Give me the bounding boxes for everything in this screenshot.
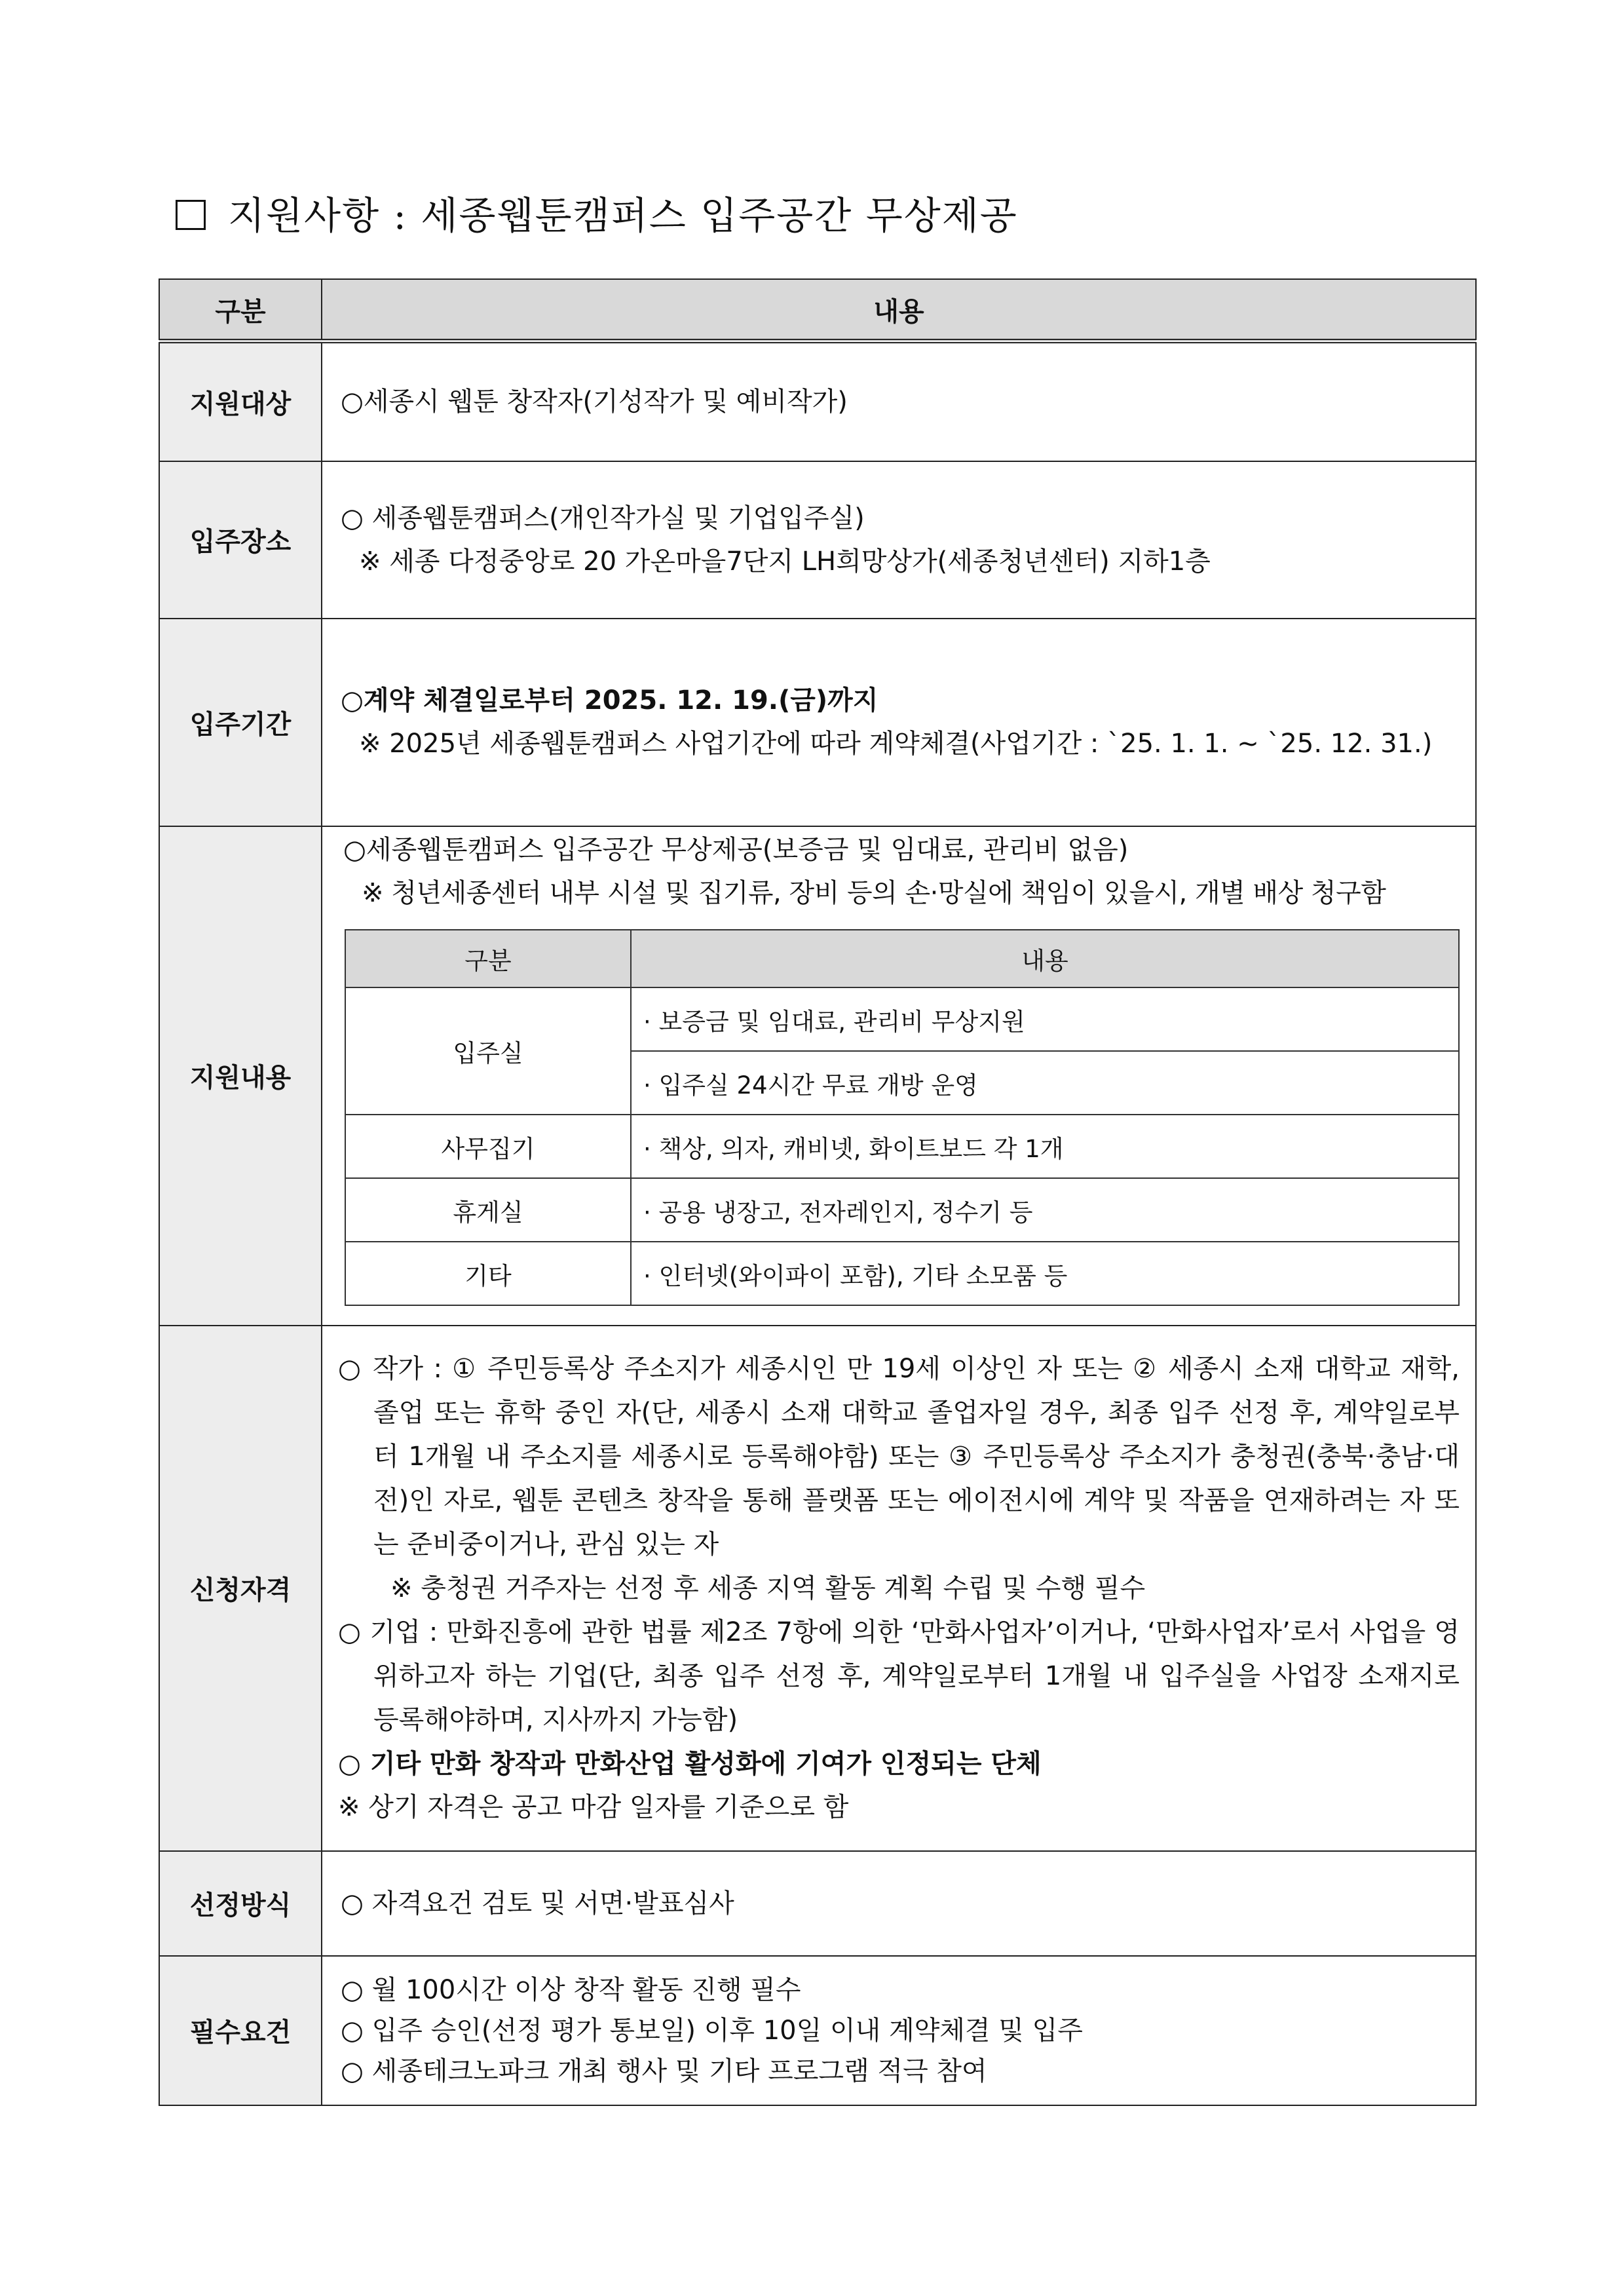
support-subtable (345, 929, 1460, 1306)
row-label: 입주장소 (159, 461, 322, 619)
subtable-header-content: 내용 (631, 930, 1459, 987)
content-line: ○ 월 100시간 이상 창작 활동 진행 필수 (341, 1974, 801, 2005)
row-content (322, 1956, 1476, 2105)
row-location (159, 461, 1476, 619)
header-content: 내용 (322, 279, 1476, 341)
subtable-header-row (345, 930, 1459, 987)
subtable-item: · 책상, 의자, 캐비넷, 화이트보드 각 1개 (631, 1115, 1459, 1178)
content-line: ○ 세종웹툰캠퍼스(개인작가실 및 기업입주실) (341, 503, 865, 533)
subtable-row-lounge (345, 1178, 1459, 1242)
row-label: 신청자격 (159, 1326, 322, 1851)
content-line: ○세종웹툰캠퍼스 입주공간 무상제공(보증금 및 임대료, 관리비 없음) (343, 835, 1129, 865)
content-note: ※ 2025년 세종웹툰캠퍼스 사업기간에 따라 계약체결(사업기간 : `25. 1. 1. ~ `25. 12. 31.) (359, 729, 1433, 759)
content-line: ○계약 체결일로부터 2025. 12. 19.(금)까지 (341, 685, 878, 716)
subtable-row-furniture (345, 1115, 1459, 1178)
header-category: 구분 (159, 279, 322, 341)
subtable-header-category: 구분 (345, 930, 631, 987)
row-support (159, 826, 1476, 1326)
row-content (322, 619, 1476, 826)
eligibility-note: ※ 상기 자격은 공고 마감 일자를 기준으로 함 (338, 1792, 849, 1822)
subtable-label: 기타 (345, 1242, 631, 1305)
eligibility-artist: ○ 작가 : ① 주민등록상 주소지가 세종시인 만 19세 이상인 자 또는 ② 세종시 소재 대학교 재학, 졸업 또는 휴학 중인 자(단, 세종시 소재 대학교 졸업자일 경우, 최종 입주 선정 후, 계약일로부터 1개월 내 주소지를 세종시로 등록해야함) 또는 ③ 주민등록상 주소지가 충청권(충북·충남·대전)인 자로, 웹툰 콘텐츠 창작을 통해 플랫폼 또는 에이전시에 계약 및 작품을 연재하려는 자 또는 준비중이거나, 관심 있는 자 (338, 1354, 1460, 1559)
row-eligibility (159, 1326, 1476, 1851)
row-content (322, 1326, 1476, 1851)
subtable-label: 사무집기 (345, 1115, 631, 1178)
row-content (322, 461, 1476, 619)
row-content (322, 341, 1476, 461)
subtable-item: · 보증금 및 임대료, 관리비 무상지원 (631, 987, 1459, 1051)
content-note: ※ 청년세종센터 내부 시설 및 집기류, 장비 등의 손·망실에 책임이 있을시, 개별 배상 청구함 (362, 878, 1386, 908)
row-period (159, 619, 1476, 826)
row-content (322, 1851, 1476, 1956)
row-label: 필수요건 (159, 1956, 322, 2105)
row-content (322, 826, 1476, 1326)
row-label: 선정방식 (159, 1851, 322, 1956)
subtable-label: 휴게실 (345, 1178, 631, 1242)
subtable-item: · 입주실 24시간 무료 개방 운영 (631, 1051, 1459, 1115)
checkbox-square-icon (176, 200, 206, 230)
row-target (159, 341, 1476, 461)
subtable-label: 입주실 (345, 987, 631, 1115)
content-line: ○ 입주 승인(선정 평가 통보일) 이후 10일 이내 계약체결 및 입주 (341, 2015, 1083, 2046)
row-selection (159, 1851, 1476, 1956)
row-requirements (159, 1956, 1476, 2105)
content-line: ○ 세종테크노파크 개최 행사 및 기타 프로그램 적극 참여 (341, 2056, 987, 2086)
row-label: 입주기간 (159, 619, 322, 826)
support-table (159, 278, 1477, 2106)
content-note: ※ 세종 다정중앙로 20 가온마을7단지 LH희망상가(세종청년센터) 지하1층 (359, 546, 1211, 577)
eligibility-company: ○ 기업 : 만화진흥에 관한 법률 제2조 7항에 의한 ‘만화사업자’이거나, ‘만화사업자’로서 사업을 영위하고자 하는 기업(단, 최종 입주 선정 후, 계약일로부터 1개월 내 입주실을 사업장 소재지로 등록해야하며, 지사까지 가능함) (338, 1617, 1460, 1735)
subtable-item: · 인터넷(와이파이 포함), 기타 소모품 등 (631, 1242, 1459, 1305)
subtable-row-room (345, 987, 1459, 1051)
content-line: ○세종시 웹툰 창작자(기성작가 및 예비작가) (341, 387, 848, 417)
subtable-item: · 공용 냉장고, 전자레인지, 정수기 등 (631, 1178, 1459, 1242)
subtable-row-etc (345, 1242, 1459, 1305)
eligibility-other: ○ 기타 만화 창작과 만화산업 활성화에 기여가 인정되는 단체 (338, 1749, 1042, 1779)
content-line: ○ 자격요건 검토 및 서면·발표심사 (341, 1888, 734, 1919)
section-heading (176, 185, 1018, 240)
eligibility-artist-note: ※ 충청권 거주자는 선정 후 세종 지역 활동 계획 수립 및 수행 필수 (390, 1573, 1146, 1603)
table-header-row (159, 279, 1476, 341)
row-label: 지원내용 (159, 826, 322, 1326)
section-heading-text: 지원사항 : 세종웹툰캠퍼스 입주공간 무상제공 (228, 193, 1018, 238)
row-label: 지원대상 (159, 341, 322, 461)
